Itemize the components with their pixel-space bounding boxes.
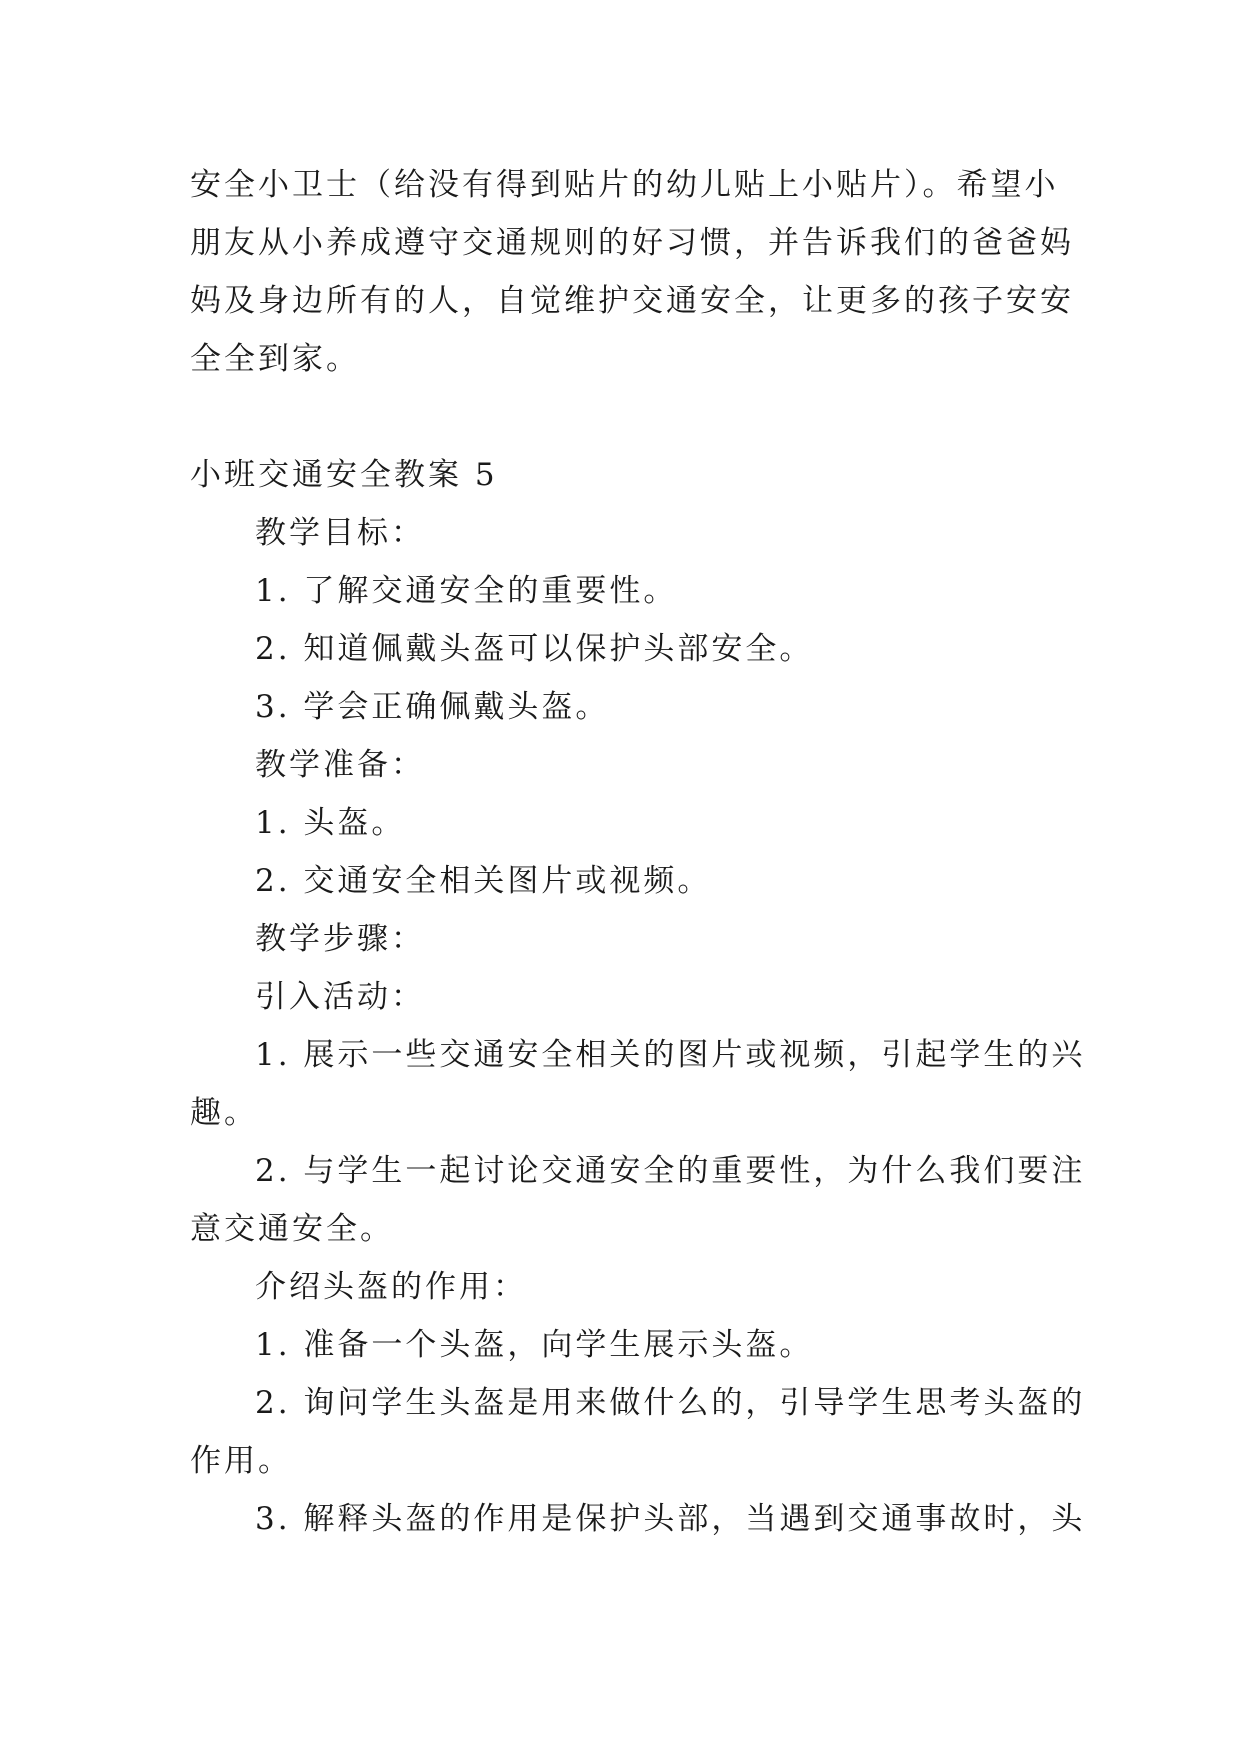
subheading-teaching-goals: 教学目标： (255, 515, 425, 551)
list-item-continuation: 作用。 (190, 1443, 292, 1479)
list-item: 2. 询问学生头盔是用来做什么的，引导学生思考头盔的 (255, 1385, 1086, 1421)
list-item: 1. 了解交通安全的重要性。 (255, 573, 678, 609)
list-item: 2. 与学生一起讨论交通安全的重要性，为什么我们要注 (255, 1153, 1086, 1189)
subheading-teaching-prep: 教学准备： (255, 747, 425, 783)
list-item: 2. 知道佩戴头盔可以保护头部安全。 (255, 631, 814, 667)
subheading-teaching-steps: 教学步骤： (255, 921, 425, 957)
list-item: 1. 准备一个头盔，向学生展示头盔。 (255, 1327, 814, 1363)
list-item: 1. 头盔。 (255, 805, 406, 841)
list-item-continuation: 趣。 (190, 1095, 258, 1131)
paragraph-line: 全全到家。 (190, 341, 360, 377)
list-item: 3. 解释头盔的作用是保护头部，当遇到交通事故时，头 (255, 1501, 1086, 1537)
list-item: 1. 展示一些交通安全相关的图片或视频，引起学生的兴 (255, 1037, 1086, 1073)
section-heading: 小班交通安全教案 5 (190, 457, 498, 493)
subheading-intro-activity: 引入活动： (255, 979, 425, 1015)
paragraph-line: 妈及身边所有的人，自觉维护交通安全，让更多的孩子安安 (190, 283, 1074, 319)
list-item: 2. 交通安全相关图片或视频。 (255, 863, 712, 899)
paragraph-line: 安全小卫士（给没有得到贴片的幼儿贴上小贴片）。希望小 (190, 167, 1059, 203)
paragraph-line: 朋友从小养成遵守交通规则的好习惯，并告诉我们的爸爸妈 (190, 225, 1074, 261)
list-item-continuation: 意交通安全。 (190, 1211, 394, 1247)
subheading-helmet-function: 介绍头盔的作用： (255, 1269, 527, 1305)
list-item: 3. 学会正确佩戴头盔。 (255, 689, 610, 725)
